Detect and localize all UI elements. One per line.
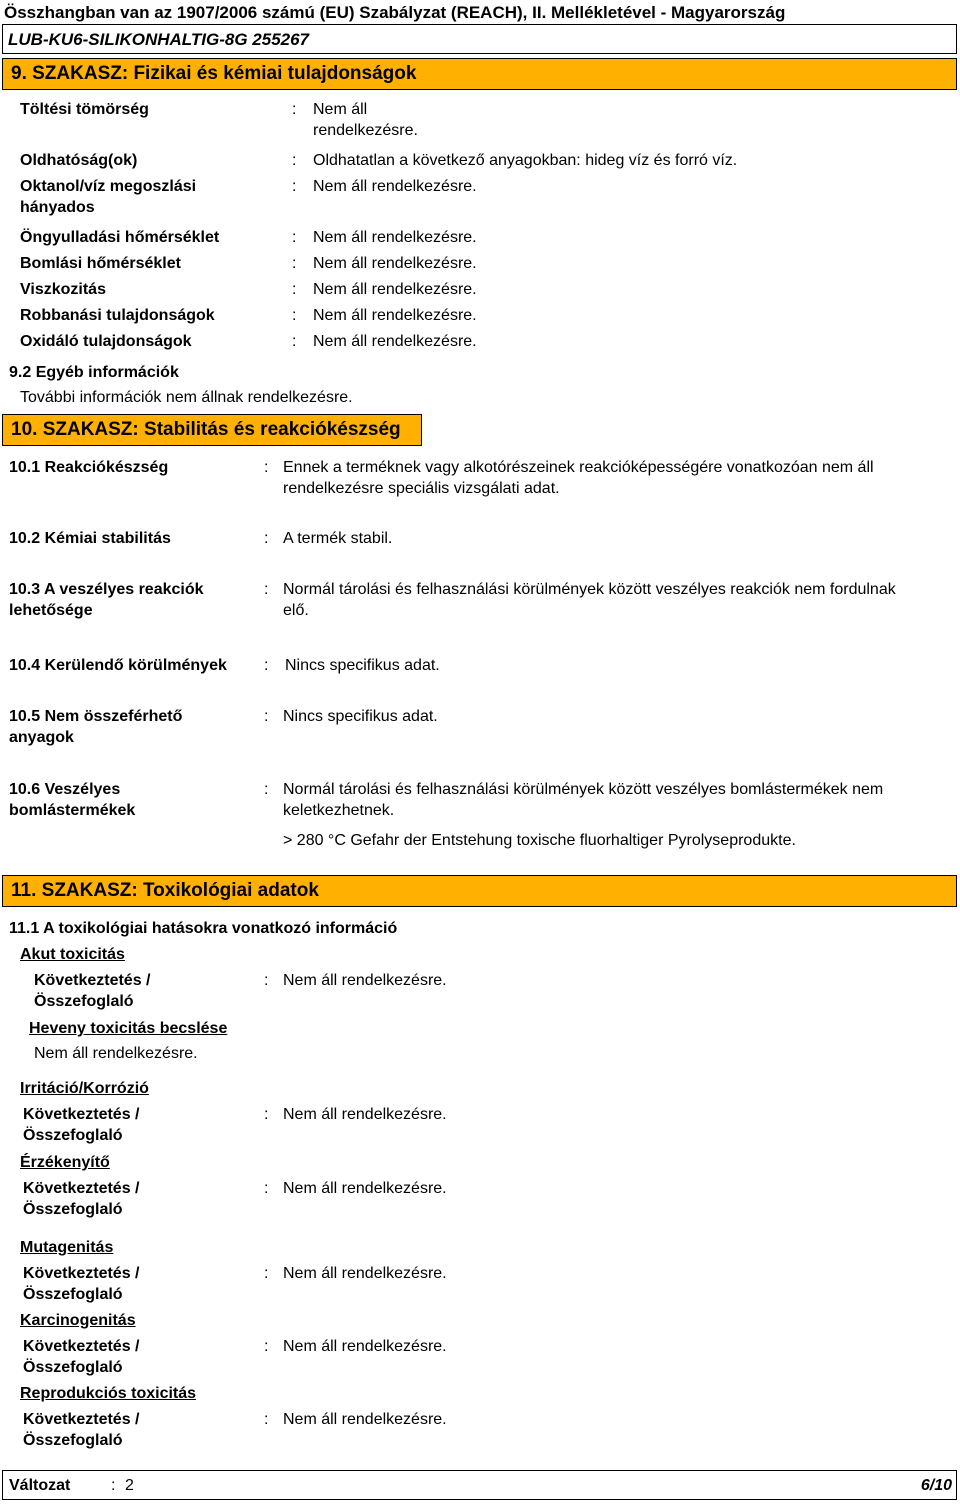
prop-label: Bomlási hőmérséklet	[20, 255, 181, 272]
section-11-title: 11. SZAKASZ: Toxikológiai adatok	[2, 875, 957, 907]
conditions-to-avoid-label: 10.4 Kerülendő körülmények	[9, 657, 227, 674]
prop-label: Öngyulladási hőmérséklet	[20, 229, 220, 246]
summary-label: Következtetés / Összefoglaló	[34, 972, 151, 1010]
colon: :	[264, 459, 269, 476]
colon: :	[264, 1180, 269, 1197]
prop-value: Nem áll rendelkezésre.	[313, 281, 477, 298]
prop-label: Oldhatóság(ok)	[20, 152, 138, 169]
incompatible-materials-value: Nincs specifikus adat.	[283, 708, 438, 725]
prop-label: Viszkozitás	[20, 281, 106, 298]
irritation-heading: Irritáció/Korrózió	[20, 1080, 149, 1097]
colon: :	[292, 333, 297, 350]
acute-estimate-value: Nem áll rendelkezésre.	[34, 1045, 198, 1062]
colon: :	[264, 530, 269, 547]
carcinogenicity-heading: Karcinogenitás	[20, 1312, 136, 1329]
decomposition-products-note: > 280 °C Gefahr der Entstehung toxische fluorhaltiger Pyrolyseprodukte.	[283, 832, 796, 849]
hazardous-reactions-label: 10.3 A veszélyes reakciók lehetősége	[9, 581, 204, 619]
colon: :	[264, 972, 269, 989]
subsection-title: 9.2 Egyéb információk	[9, 364, 179, 381]
document-regulation-header: Összhangban van az 1907/2006 számú (EU) Szabályzat (REACH), II. Mellékletével - Magyarország	[4, 3, 786, 22]
prop-value: Nem áll rendelkezésre.	[313, 255, 477, 272]
version-value: 2	[125, 1477, 134, 1494]
reproductive-toxicity-heading: Reprodukciós toxicitás	[20, 1385, 197, 1402]
summary-value: Nem áll rendelkezésre.	[283, 1411, 447, 1428]
acute-toxicity-heading: Akut toxicitás	[20, 946, 125, 963]
colon: :	[264, 708, 269, 725]
prop-label: Töltési tömörség	[20, 101, 149, 118]
subsection-title: 11.1 A toxikológiai hatásokra vonatkozó információ	[9, 920, 398, 937]
colon: :	[292, 307, 297, 324]
colon: :	[264, 1265, 269, 1282]
page-number: 6/10	[920, 1477, 952, 1494]
colon: :	[292, 101, 297, 118]
mutagenicity-heading: Mutagenitás	[20, 1239, 114, 1256]
colon: :	[264, 657, 269, 674]
colon: :	[292, 178, 297, 195]
summary-value: Nem áll rendelkezésre.	[283, 1265, 447, 1282]
decomposition-products-value: Normál tárolási és felhasználási körülmények között veszélyes bomlástermékek nem keletkezhetnek.	[283, 781, 884, 819]
colon: :	[292, 255, 297, 272]
colon: :	[264, 1411, 269, 1428]
summary-label: Következtetés / Összefoglaló	[23, 1180, 140, 1218]
colon: :	[264, 1106, 269, 1123]
prop-value: Nem áll rendelkezésre.	[313, 333, 477, 350]
prop-label: Robbanási tulajdonságok	[20, 307, 215, 324]
footer-box	[2, 1470, 957, 1500]
section-9-title: 9. SZAKASZ: Fizikai és kémiai tulajdonságok	[2, 58, 957, 90]
reactivity-label: 10.1 Reakciókészség	[9, 459, 169, 476]
summary-value: Nem áll rendelkezésre.	[283, 1338, 447, 1355]
summary-value: Nem áll rendelkezésre.	[283, 1106, 447, 1123]
version-label: Változat	[9, 1477, 71, 1494]
product-name: LUB-KU6-SILIKONHALTIG-8G 255267	[8, 30, 310, 49]
colon: :	[264, 781, 269, 798]
summary-value: Nem áll rendelkezésre.	[283, 1180, 447, 1197]
summary-label: Következtetés / Összefoglaló	[23, 1265, 140, 1303]
colon: :	[292, 152, 297, 169]
prop-label: Oxidáló tulajdonságok	[20, 333, 192, 350]
colon: :	[111, 1477, 116, 1494]
prop-label: Oktanol/víz megoszlási hányados	[20, 178, 197, 216]
acute-estimate-heading: Heveny toxicitás becslése	[29, 1020, 228, 1037]
section-10-title: 10. SZAKASZ: Stabilitás és reakciókészség	[2, 414, 422, 446]
reactivity-value: Ennek a terméknek vagy alkotórészeinek reakcióképességére vonatkozóan nem áll rendelkezésre speciális vizsgálati adat.	[283, 459, 874, 497]
prop-value: Nem áll rendelkezésre.	[313, 101, 418, 139]
colon: :	[264, 1338, 269, 1355]
prop-value: Nem áll rendelkezésre.	[313, 307, 477, 324]
summary-value: Nem áll rendelkezésre.	[283, 972, 447, 989]
stability-label: 10.2 Kémiai stabilitás	[9, 530, 171, 547]
subsection-text: További információk nem állnak rendelkezésre.	[20, 389, 353, 406]
colon: :	[292, 229, 297, 246]
stability-value: A termék stabil.	[283, 530, 393, 547]
prop-value: Nem áll rendelkezésre.	[313, 178, 477, 195]
summary-label: Következtetés / Összefoglaló	[23, 1411, 140, 1449]
prop-value: Oldhatatlan a következő anyagokban: hideg víz és forró víz.	[313, 152, 738, 169]
summary-label: Következtetés / Összefoglaló	[23, 1106, 140, 1144]
conditions-to-avoid-value: Nincs specifikus adat.	[285, 657, 440, 674]
summary-label: Következtetés / Összefoglaló	[23, 1338, 140, 1376]
sensitizer-heading: Érzékenyítő	[20, 1154, 110, 1171]
incompatible-materials-label: 10.5 Nem összeférhető anyagok	[9, 708, 183, 746]
colon: :	[264, 581, 269, 598]
decomposition-products-label: 10.6 Veszélyes bomlástermékek	[9, 781, 136, 819]
colon: :	[292, 281, 297, 298]
hazardous-reactions-value: Normál tárolási és felhasználási körülmények között veszélyes reakciók nem fordulnak elő.	[283, 581, 896, 619]
prop-value: Nem áll rendelkezésre.	[313, 229, 477, 246]
